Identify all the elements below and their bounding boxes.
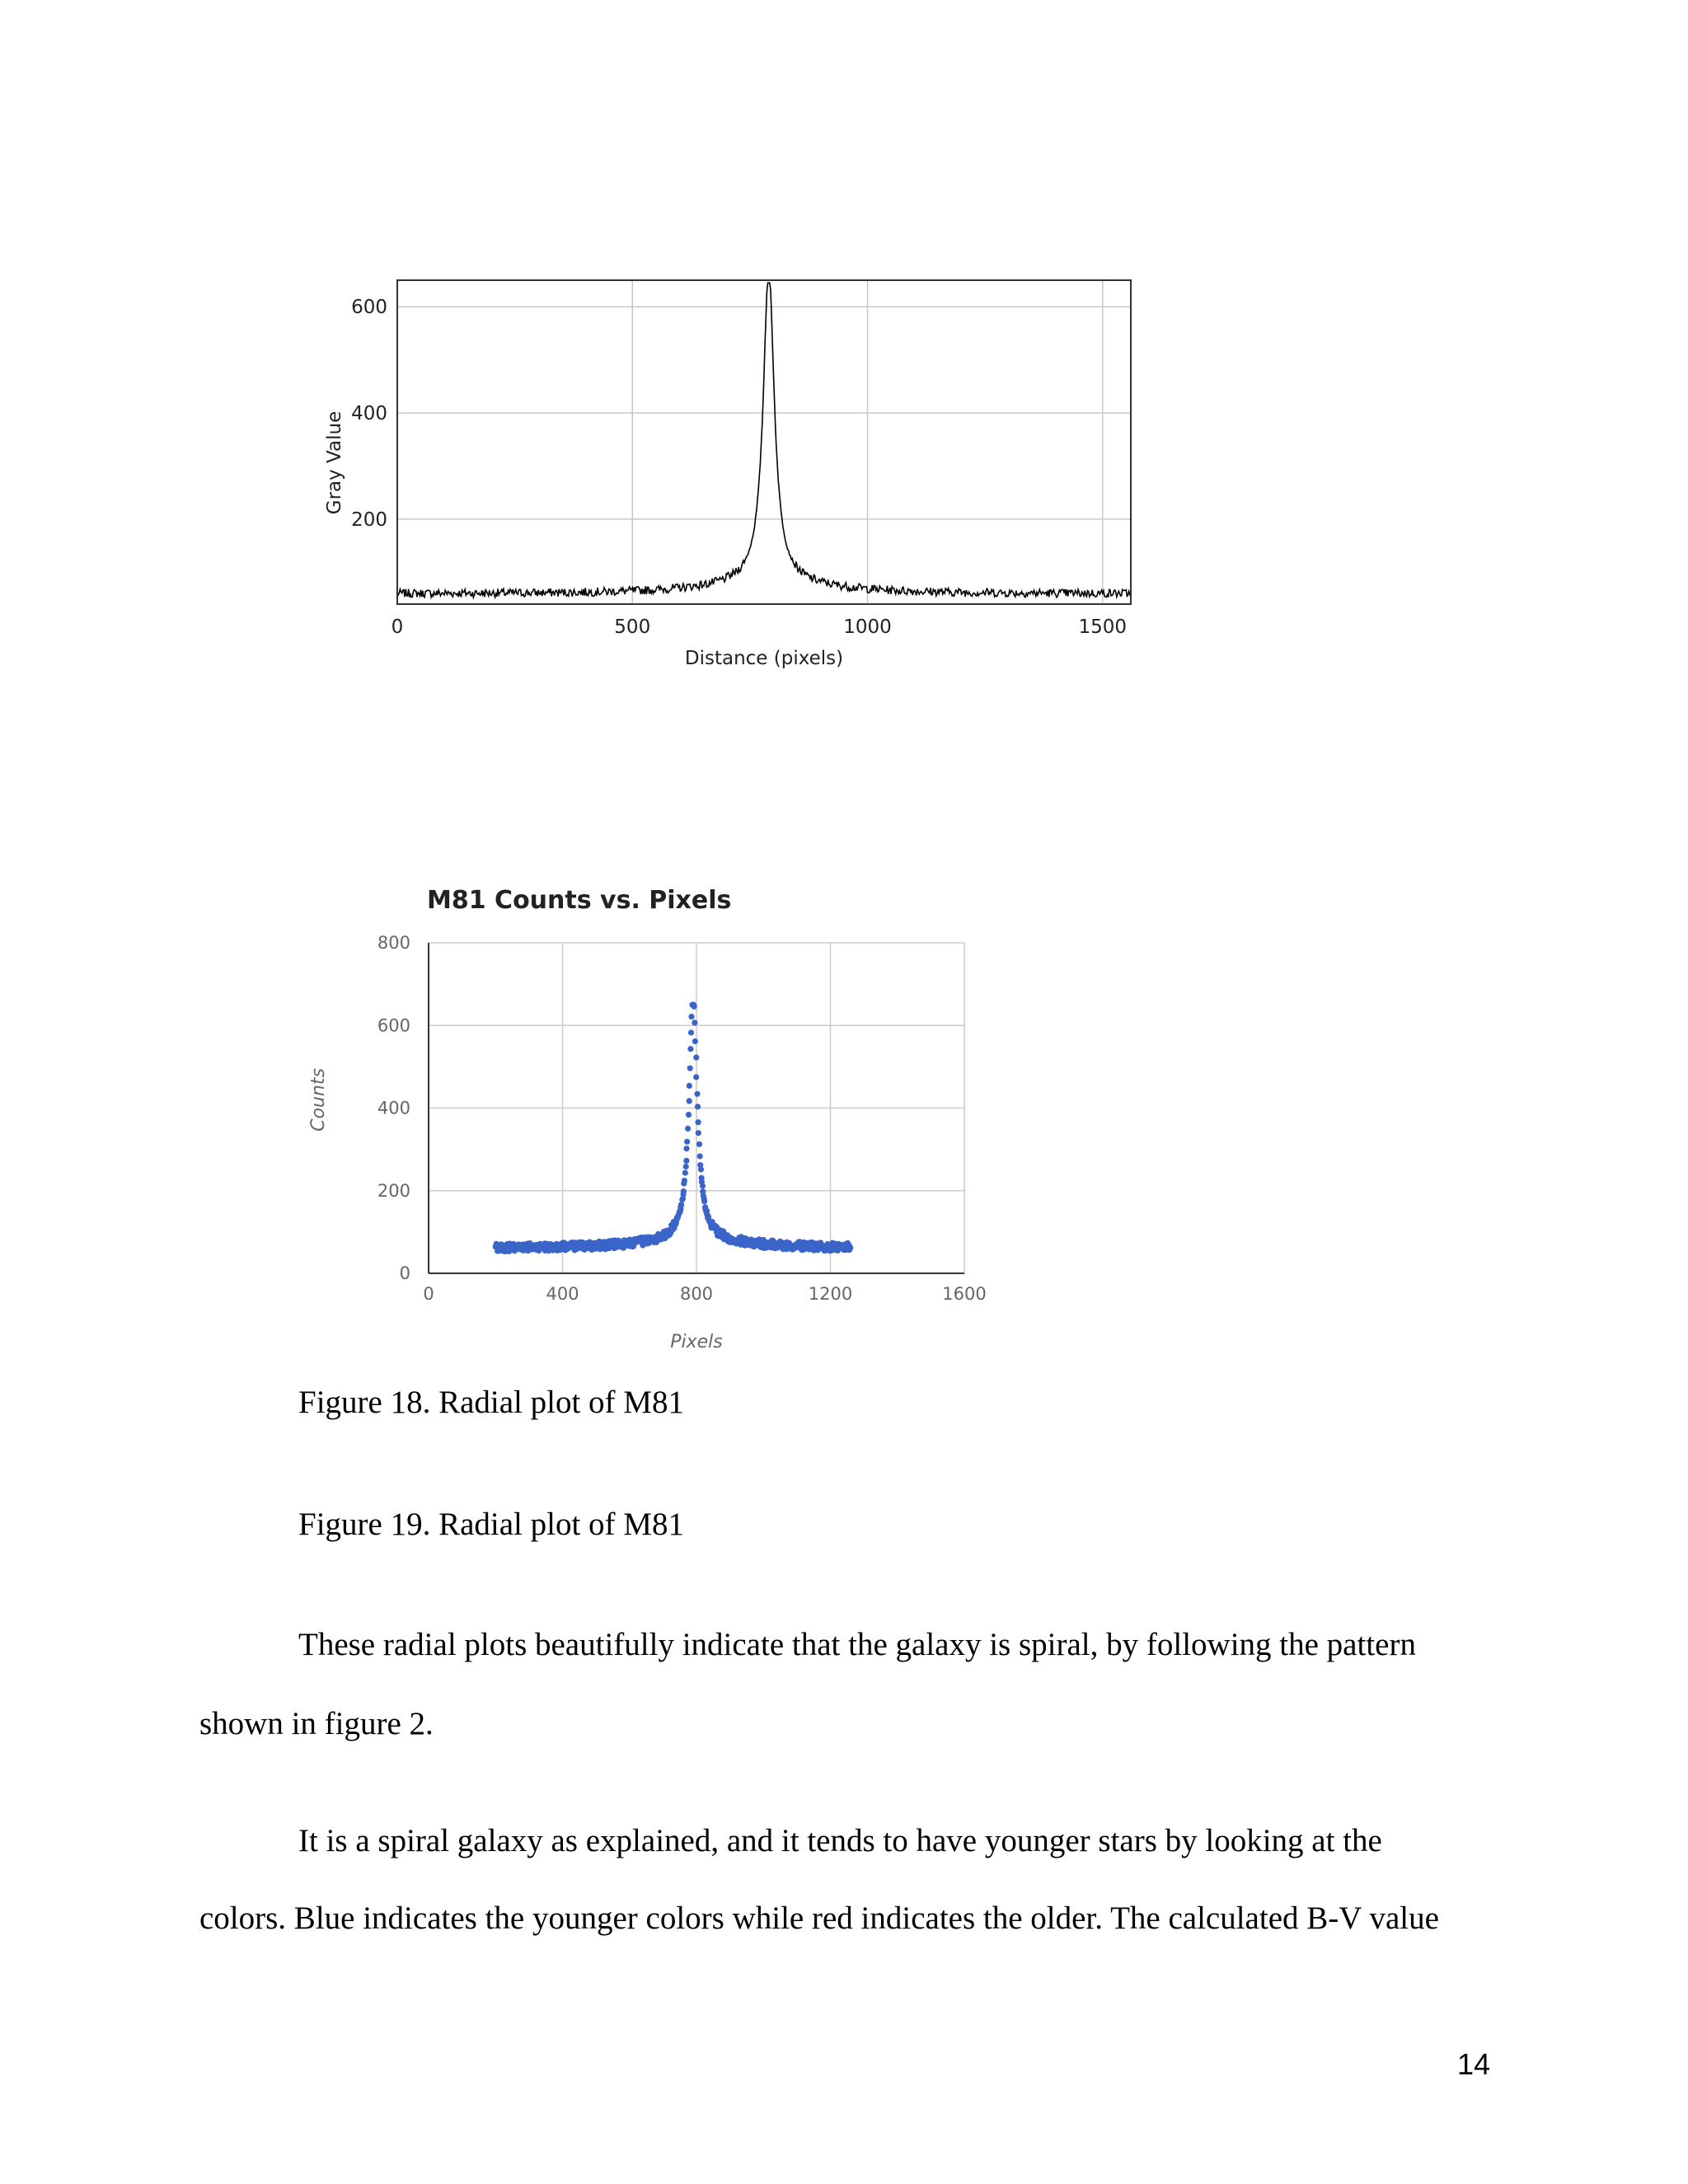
y-tick-label: 600 xyxy=(351,297,387,319)
data-point xyxy=(688,1014,694,1019)
y-tick-label: 200 xyxy=(351,509,387,531)
plot-area xyxy=(397,280,1131,604)
figure-18-caption: Figure 18. Radial plot of M81 xyxy=(298,1385,684,1420)
chart-title: M81 Counts vs. Pixels xyxy=(427,886,732,915)
data-point xyxy=(687,1083,692,1089)
data-point xyxy=(687,1066,693,1071)
data-point xyxy=(701,1198,707,1204)
data-point xyxy=(682,1178,687,1183)
scatter-points xyxy=(493,1002,854,1255)
data-point xyxy=(693,1055,699,1061)
paragraph-1-line-1: These radial plots beautifully indicate that the galaxy is spiral, by following the pattern xyxy=(298,1627,1416,1662)
y-tick-label: 200 xyxy=(377,1180,410,1201)
y-axis-label: Counts xyxy=(308,1068,329,1132)
y-tick-label: 400 xyxy=(351,403,387,425)
x-tick-label: 1000 xyxy=(843,616,892,638)
y-tick-label: 400 xyxy=(377,1098,410,1118)
paragraph-2-line-2: colors. Blue indicates the younger colors while red indicates the older. The calculated B-V value xyxy=(199,1900,1439,1936)
data-point xyxy=(694,1091,700,1097)
data-point xyxy=(692,1019,697,1025)
x-tick-label: 1200 xyxy=(808,1284,853,1304)
y-tick-label: 0 xyxy=(399,1263,410,1283)
x-tick-label: 0 xyxy=(391,616,404,638)
data-point xyxy=(684,1139,690,1145)
data-point xyxy=(681,1188,687,1194)
x-tick-label: 800 xyxy=(679,1284,714,1304)
data-point xyxy=(682,1170,688,1176)
x-tick-label: 400 xyxy=(546,1284,579,1304)
data-point xyxy=(687,1098,692,1104)
data-point xyxy=(687,1046,693,1052)
data-point xyxy=(686,1112,692,1118)
data-point xyxy=(692,1004,697,1010)
x-tick-label: 500 xyxy=(614,616,651,638)
data-point xyxy=(695,1104,701,1109)
x-tick-label: 1600 xyxy=(942,1284,987,1304)
data-point xyxy=(698,1166,704,1172)
x-tick-label: 0 xyxy=(423,1284,434,1304)
data-point xyxy=(700,1183,706,1188)
data-point xyxy=(847,1244,853,1250)
x-axis-label: Pixels xyxy=(670,1332,723,1352)
data-point xyxy=(683,1146,689,1151)
y-axis-label: Gray Value xyxy=(324,410,345,515)
m81-counts-scatter-chart xyxy=(293,874,1018,1368)
x-tick-label: 1500 xyxy=(1078,616,1128,638)
data-point xyxy=(696,1119,701,1125)
gray-value-profile-chart xyxy=(305,264,1146,676)
y-tick-label: 800 xyxy=(377,933,410,953)
data-point xyxy=(696,1141,702,1147)
data-point xyxy=(685,1126,691,1132)
data-point xyxy=(697,1153,703,1159)
y-tick-label: 600 xyxy=(377,1015,410,1036)
x-axis-label: Distance (pixels) xyxy=(684,648,844,669)
page-number: 14 xyxy=(1457,2047,1491,2081)
data-point xyxy=(678,1202,684,1207)
figure-19-caption: Figure 19. Radial plot of M81 xyxy=(298,1507,684,1542)
data-point xyxy=(696,1130,701,1136)
data-point xyxy=(683,1164,689,1169)
data-point xyxy=(693,1074,699,1080)
paragraph-2-line-1: It is a spiral galaxy as explained, and it tends to have younger stars by looking at the xyxy=(298,1823,1382,1858)
paragraph-1-line-2: shown in figure 2. xyxy=(199,1706,434,1741)
data-point xyxy=(692,1038,698,1044)
data-point xyxy=(688,1029,694,1035)
data-point xyxy=(683,1158,689,1164)
